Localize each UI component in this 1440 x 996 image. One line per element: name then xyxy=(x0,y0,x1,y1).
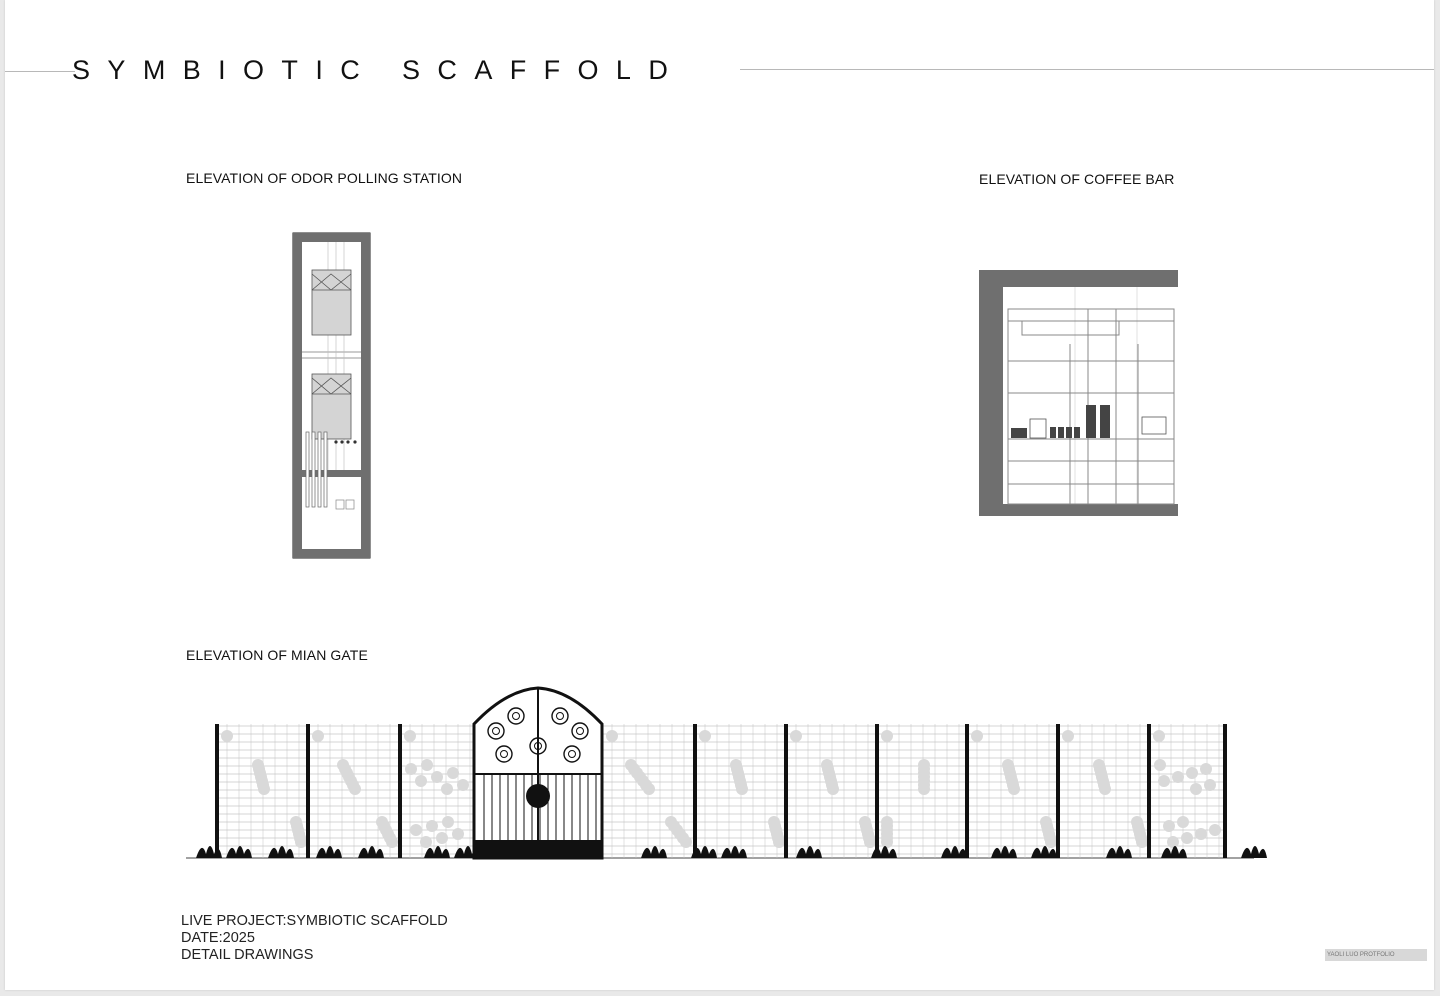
project-info xyxy=(181,913,448,964)
main-gate-drawing xyxy=(186,686,1256,866)
project-date: DATE:2025 xyxy=(181,930,255,946)
page-title: SYMBIOTIC SCAFFOLD xyxy=(72,55,686,85)
odor-station-drawing xyxy=(292,232,372,560)
coffee-bar-drawing xyxy=(978,269,1179,518)
coffee-bar-label: ELEVATION OF COFFEE BAR xyxy=(979,171,1175,187)
odor-station-label: ELEVATION OF ODOR POLLING STATION xyxy=(186,170,463,186)
drawing-type: DETAIL DRAWINGS xyxy=(181,947,314,963)
main-gate-label: ELEVATION OF MIAN GATE xyxy=(186,647,368,663)
project-name: LIVE PROJECT:SYMBIOTIC SCAFFOLD xyxy=(181,913,448,929)
title-rule-left xyxy=(5,71,75,72)
title-rule-right xyxy=(740,69,1434,70)
portfolio-badge: YAOLI LUO PROTFOLIO xyxy=(1325,949,1427,961)
